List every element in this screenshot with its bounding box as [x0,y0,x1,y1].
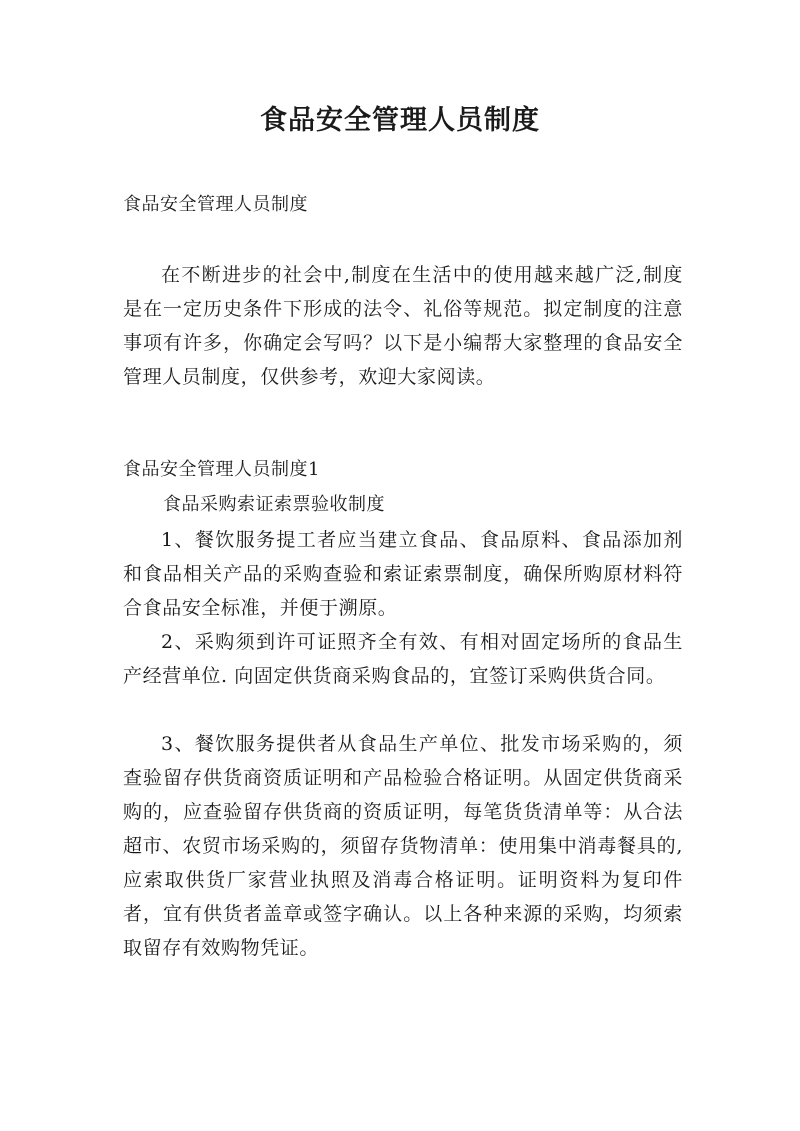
section-heading: 食品安全管理人员制度1 [123,459,320,480]
rule-item-1: 1、餐饮服务提工者应当建立食品、食品原料、食品添加剂和食品相关产品的采购查验和索证索票制度，确保所购原材料符合食品安全标准，并便于溯原。 [123,529,683,619]
document-title: 食品安全管理人员制度 [260,105,540,136]
rule-item-3: 3、餐饮服务提供者从食品生产单位、批发市场采购的，须查验留存供货商资质证明和产品检验合格证明。从固定供货商采购的，应查验留存供货商的资质证明，每笔货货清单等：从合法超市、农贸市场采购的，须留存货物清单：使用集中消毒餐具的,应索取供货厂家营业执照及消毒合格证明。证明资料为复印件者，宜有供货者盖章或签字确认。以上各种来源的采购，均须索取留存有效购物凭证。 [123,733,683,959]
rule-item-2: 2、采购须到许可证照齐全有效、有相对固定场所的食品生产经营单位. 向固定供货商采购食品的，宜签订采购供货合同。 [123,631,683,687]
document-subtitle: 食品安全管理人员制度 [123,194,308,215]
intro-paragraph: 在不断进步的社会中,制度在生活中的使用越来越广泛,制度是在一定历史条件下形成的法令、礼俗等规范。拟定制度的注意事项有许多，你确定会写吗？以下是小编帮大家整理的食品安全管理人员制度，仅供参考，欢迎大家阅读。 [123,264,683,388]
section-subheading: 食品采购索证索票验收制度 [163,494,385,515]
